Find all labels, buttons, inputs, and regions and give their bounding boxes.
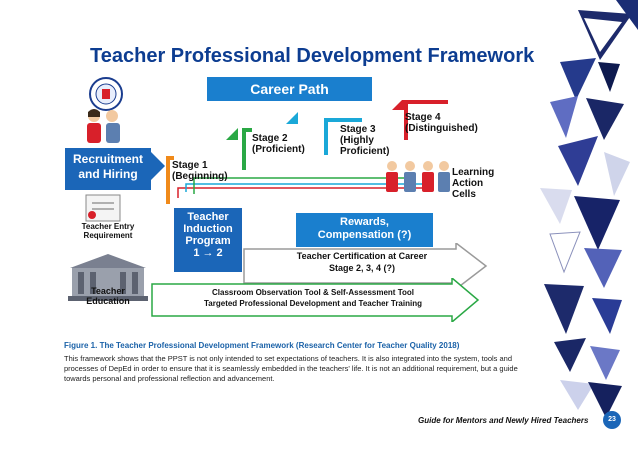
- lac-line-3: Cells: [452, 189, 476, 200]
- tip-line-1: Teacher: [187, 211, 229, 223]
- teacher-education-line-1: Teacher: [91, 286, 125, 296]
- entry-line-2: Requirement: [83, 231, 133, 240]
- learning-action-cells: [452, 167, 494, 200]
- deped-seal-icon: [89, 77, 123, 111]
- page-number: 23: [603, 411, 621, 429]
- tip-line-3: Program: [185, 235, 231, 247]
- tools-line-2: Targeted Professional Development and Teacher Training: [204, 299, 422, 308]
- learning-group-icon: [382, 158, 452, 196]
- stage-3-desc: (Highly: [340, 135, 374, 146]
- figure-description: This framework shows that the PPST is not only intended to set expectations of teachers. It is also integrated into the system, tools and processes of DepEd in order to ensure that it is seamlessly embedded in the teachers' life. It is not an additional requirement, but a guide towards personal and professional reflection and advancement.: [64, 354, 518, 383]
- stage-1-desc: (Beginning): [172, 171, 228, 182]
- stage-4-name: Stage 4: [405, 112, 441, 123]
- tip-line-2: Induction: [183, 223, 233, 235]
- figure-caption: Figure 1. The Teacher Professional Development Framework (Research Center for Teacher Quality 2018): [64, 341, 460, 350]
- certification-text: [262, 250, 462, 274]
- recruitment-arrow-icon: [151, 152, 165, 180]
- footer-title: Guide for Mentors and Newly Hired Teachers: [418, 416, 589, 425]
- decorative-triangles: [520, 0, 638, 451]
- page-title: Teacher Professional Development Framework: [90, 45, 535, 67]
- entry-requirement: [73, 222, 143, 240]
- stage-3-name: Stage 3: [340, 124, 376, 135]
- stage-2-desc: (Proficient): [252, 144, 305, 155]
- lac-line-2: Action: [452, 178, 484, 189]
- lac-line-1: Learning: [452, 167, 495, 178]
- stage-3-desc2: Proficient): [340, 146, 390, 157]
- entry-line-1: Teacher Entry: [81, 222, 135, 231]
- certificate-icon: [80, 193, 126, 223]
- tools-text: [168, 287, 458, 309]
- stage-3: [340, 124, 389, 157]
- rewards-box: [296, 213, 433, 247]
- recruitment-line-1: Recruitment: [72, 152, 143, 166]
- stage-4-desc: (Distinguished): [405, 123, 478, 134]
- certification-line-2: Stage 2, 3, 4 (?): [328, 263, 396, 273]
- stage-1: [172, 160, 228, 182]
- teacher-education: [82, 286, 134, 306]
- stage-1-name: Stage 1: [172, 160, 208, 171]
- stage-2-name: Stage 2: [252, 133, 288, 144]
- teachers-icon: [80, 108, 126, 148]
- teacher-education-line-2: Education: [86, 296, 130, 306]
- recruitment-box: [65, 148, 151, 190]
- recruitment-line-2: and Hiring: [78, 167, 138, 181]
- tools-line-1: Classroom Observation Tool & Self-Assessment Tool: [212, 288, 414, 297]
- teacher-induction-program: [174, 208, 242, 272]
- rewards-line-1: Rewards,: [340, 216, 389, 228]
- tip-line-4: 1 → 2: [193, 247, 223, 259]
- certification-line-1: Teacher Certification at Career: [296, 251, 428, 261]
- career-path-banner: Career Path: [207, 77, 372, 101]
- stage-4: [405, 112, 478, 134]
- rewards-line-2: Compensation (?): [317, 229, 412, 241]
- stage-2: [252, 133, 305, 155]
